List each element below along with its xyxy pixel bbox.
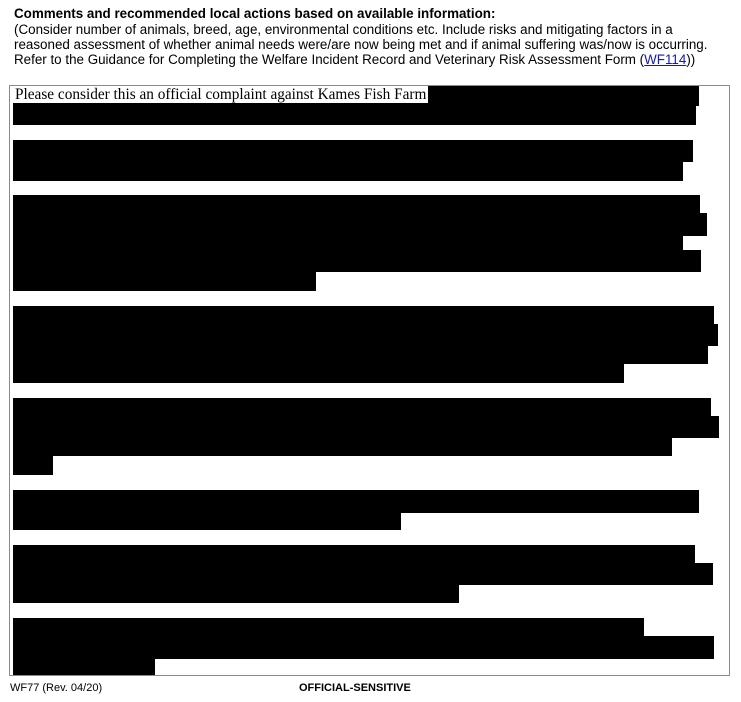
redaction-block [13, 563, 713, 585]
redaction-block [13, 250, 701, 272]
redaction-block [13, 195, 700, 215]
redaction-block [13, 636, 714, 659]
redaction-block [13, 103, 696, 125]
redaction-block [13, 398, 711, 418]
instructions-text: (Consider number of animals, breed, age, environmental conditions etc. Include risks and mitigating factors in a reasoned assessment of whether animal needs were/are now being met and if animal suffering was/now is occurring. Refer to the Guidance for Completing the Welfare Incident Record and Veterinary Risk Assessment Form ( [14, 22, 708, 68]
redaction-block [13, 306, 714, 326]
redaction-block [13, 160, 683, 181]
form-code: WF77 (Rev. 04/20) [10, 682, 103, 694]
redaction-block [13, 140, 693, 162]
redaction-block [13, 583, 459, 603]
section-instructions [14, 22, 729, 68]
classification-label: OFFICIAL-SENSITIVE [299, 682, 411, 694]
redaction-block [13, 362, 624, 383]
section-heading: Comments and recommended local actions based on available information: [14, 6, 496, 21]
redaction-block [13, 270, 316, 291]
redaction-block [13, 618, 644, 638]
redaction-block [13, 454, 53, 475]
instructions-end: )) [686, 52, 696, 68]
redaction-block [13, 324, 718, 346]
redaction-block [13, 657, 155, 675]
wf114-link[interactable]: WF114 [644, 52, 687, 68]
redaction-block [13, 545, 695, 565]
redaction-block [13, 511, 401, 530]
redaction-block [13, 490, 699, 513]
redaction-block [13, 436, 672, 456]
redaction-block [13, 416, 719, 438]
redaction-block [13, 344, 708, 364]
redaction-block [13, 213, 707, 236]
complaint-text: Please consider this an official complaint against Kames Fish Farm [15, 86, 427, 103]
